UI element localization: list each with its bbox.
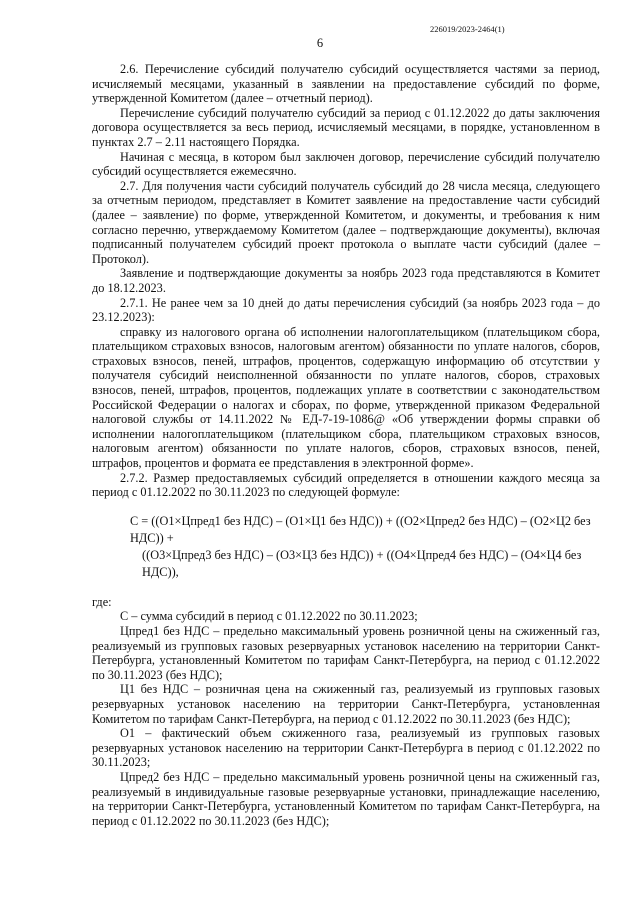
definition-symbol: Цпред2 без НДС	[120, 769, 210, 784]
paragraph-2-6: 2.6. Перечисление субсидий получателю субсидий осуществляется частями за период, исчисляемый месяцами, указанный в заявлении на предоставление субсидий по форме, утвержденной Комитетом (далее – отчетный период).	[92, 62, 600, 106]
document-registration-number: 226019/2023-2464(1)	[430, 24, 505, 34]
definition-symbol: О1	[120, 726, 136, 741]
paragraph-november-deadline: Заявление и подтверждающие документы за ноябрь 2023 года представляются в Комитет до 18.12.2023.	[92, 266, 600, 295]
paragraph-monthly-transfer: Начиная с месяца, в котором был заключен договор, перечисление субсидий получателю субсидий осуществляется ежемесячно.	[92, 149, 600, 179]
formula-line-2: ((О3×Цпред3 без НДС) – (О3×Ц3 без НДС)) + ((О4×Цпред4 без НДС) – (О4×Ц4 без НДС)),	[142, 547, 582, 579]
paragraph-tax-certificate: справку из налогового органа об исполнении налогоплательщиком (плательщиком сбора, плательщиком страховых взносов, налоговым агентом) обязанности по уплате налогов, сборов, страховых взносов, пеней, штрафов, процентов, содержащую информацию об отсутствии у получателя субсидий неисполненной обязанности по уплате налогов, сборов, страховых взносов, пеней, штрафов, процентов, подлежащих уплате в соответствии с законодательством Российской Федерации о налогах и сборах, по форме, утвержденной приказом Федеральной налоговой службы от 14.11.2022 № ЕД-7-19-1086@ «Об утверждении формы справки об исполнении налогоплательщиком (плательщиком сбора, плательщиком страховых взносов, налоговым агентом) обязанности по уплате налогов, сборов, страховых взносов, пеней, штрафов, процентов и формата ее представления в электронной форме».	[92, 324, 600, 471]
document-body	[92, 62, 600, 828]
paragraph-2-7-1: 2.7.1. Не ранее чем за 10 дней до даты перечисления субсидий (за ноябрь 2023 года – до 23.12.2023):	[92, 295, 600, 325]
definition-volume-1	[92, 726, 600, 770]
definition-symbol: Цпред1 без НДС	[120, 624, 210, 638]
definition-c: С – сумма субсидий в период с 01.12.2022 по 30.11.2023;	[120, 609, 418, 624]
definition-text: – предельно максимальный уровень розничной цены на сжиженный газ, реализуемый из групповых газовых резервуарных установок населению на территории Санкт-Петербурга, установленный Комитетом по тарифам Санкт-Петербурга, на период с 01.12.2022 по 30.11.2023 (без НДС);	[92, 624, 600, 682]
definition-text: – предельно максимальный уровень розничной цены на сжиженный газ, реализуемый в индивидуальные газовые резервуарные установки, принадлежащие населению, на территории Санкт-Петербурга, установленный Комитетом по тарифам Санкт-Петербурга, на период с 01.12.2022 по 30.11.2023 (без НДС);	[92, 769, 600, 828]
definition-text: – фактический объем сжиженного газа, реализуемый из групповых газовых резервуарных установок населению на территории Санкт-Петербурга в период с 01.12.2022 по 30.11.2023;	[92, 726, 600, 770]
where-label: где:	[92, 594, 112, 609]
paragraph-transfer-period: Перечисление субсидий получателю субсидий за период с 01.12.2022 до даты заключения договора осуществляется за весь период, исчисляемый месяцами, в порядке, установленном в пунктах 2.7 – 2.11 настоящего Порядка.	[92, 105, 600, 149]
paragraph-2-7-2: 2.7.2. Размер предоставляемых субсидий определяется в отношении каждого месяца за период с 01.12.2022 по 30.11.2023 по следующей формуле:	[92, 470, 600, 500]
paragraph-2-7: 2.7. Для получения части субсидий получатель субсидий до 28 числа месяца, следующего за отчетным периодом, представляет в Комитет заявление на предоставление части субсидий (далее – заявление) по форме, утвержденной Комитетом, и документы, и требования к ним согласно перечню, утверждаемому Комитетом (далее – подтверждающие документы), включая подписанный получателем субсидий проект протокола о выплате части субсидий (далее – Протокол).	[92, 178, 600, 266]
definition-text: – розничная цена на сжиженный газ, реализуемый из групповых газовых резервуарных установок населению на территории Санкт-Петербурга, установленная Комитетом по тарифам Санкт-Петербурга, на период с 01.12.2022 по 30.11.2023 (без НДС);	[92, 682, 600, 726]
definition-symbol: Ц1 без НДС	[120, 682, 189, 697]
subsidy-formula	[130, 513, 600, 581]
definition-price-limit-2	[92, 770, 600, 828]
definition-price-limit-1	[92, 624, 600, 682]
definition-price-1	[92, 682, 600, 726]
page-number: 6	[316, 36, 324, 50]
formula-line-1: С = ((О1×Цпред1 без НДС) – (О1×Ц1 без НДС)) + ((О2×Цпред2 без НДС) – (О2×Ц2 без НДС)) +	[130, 513, 591, 545]
